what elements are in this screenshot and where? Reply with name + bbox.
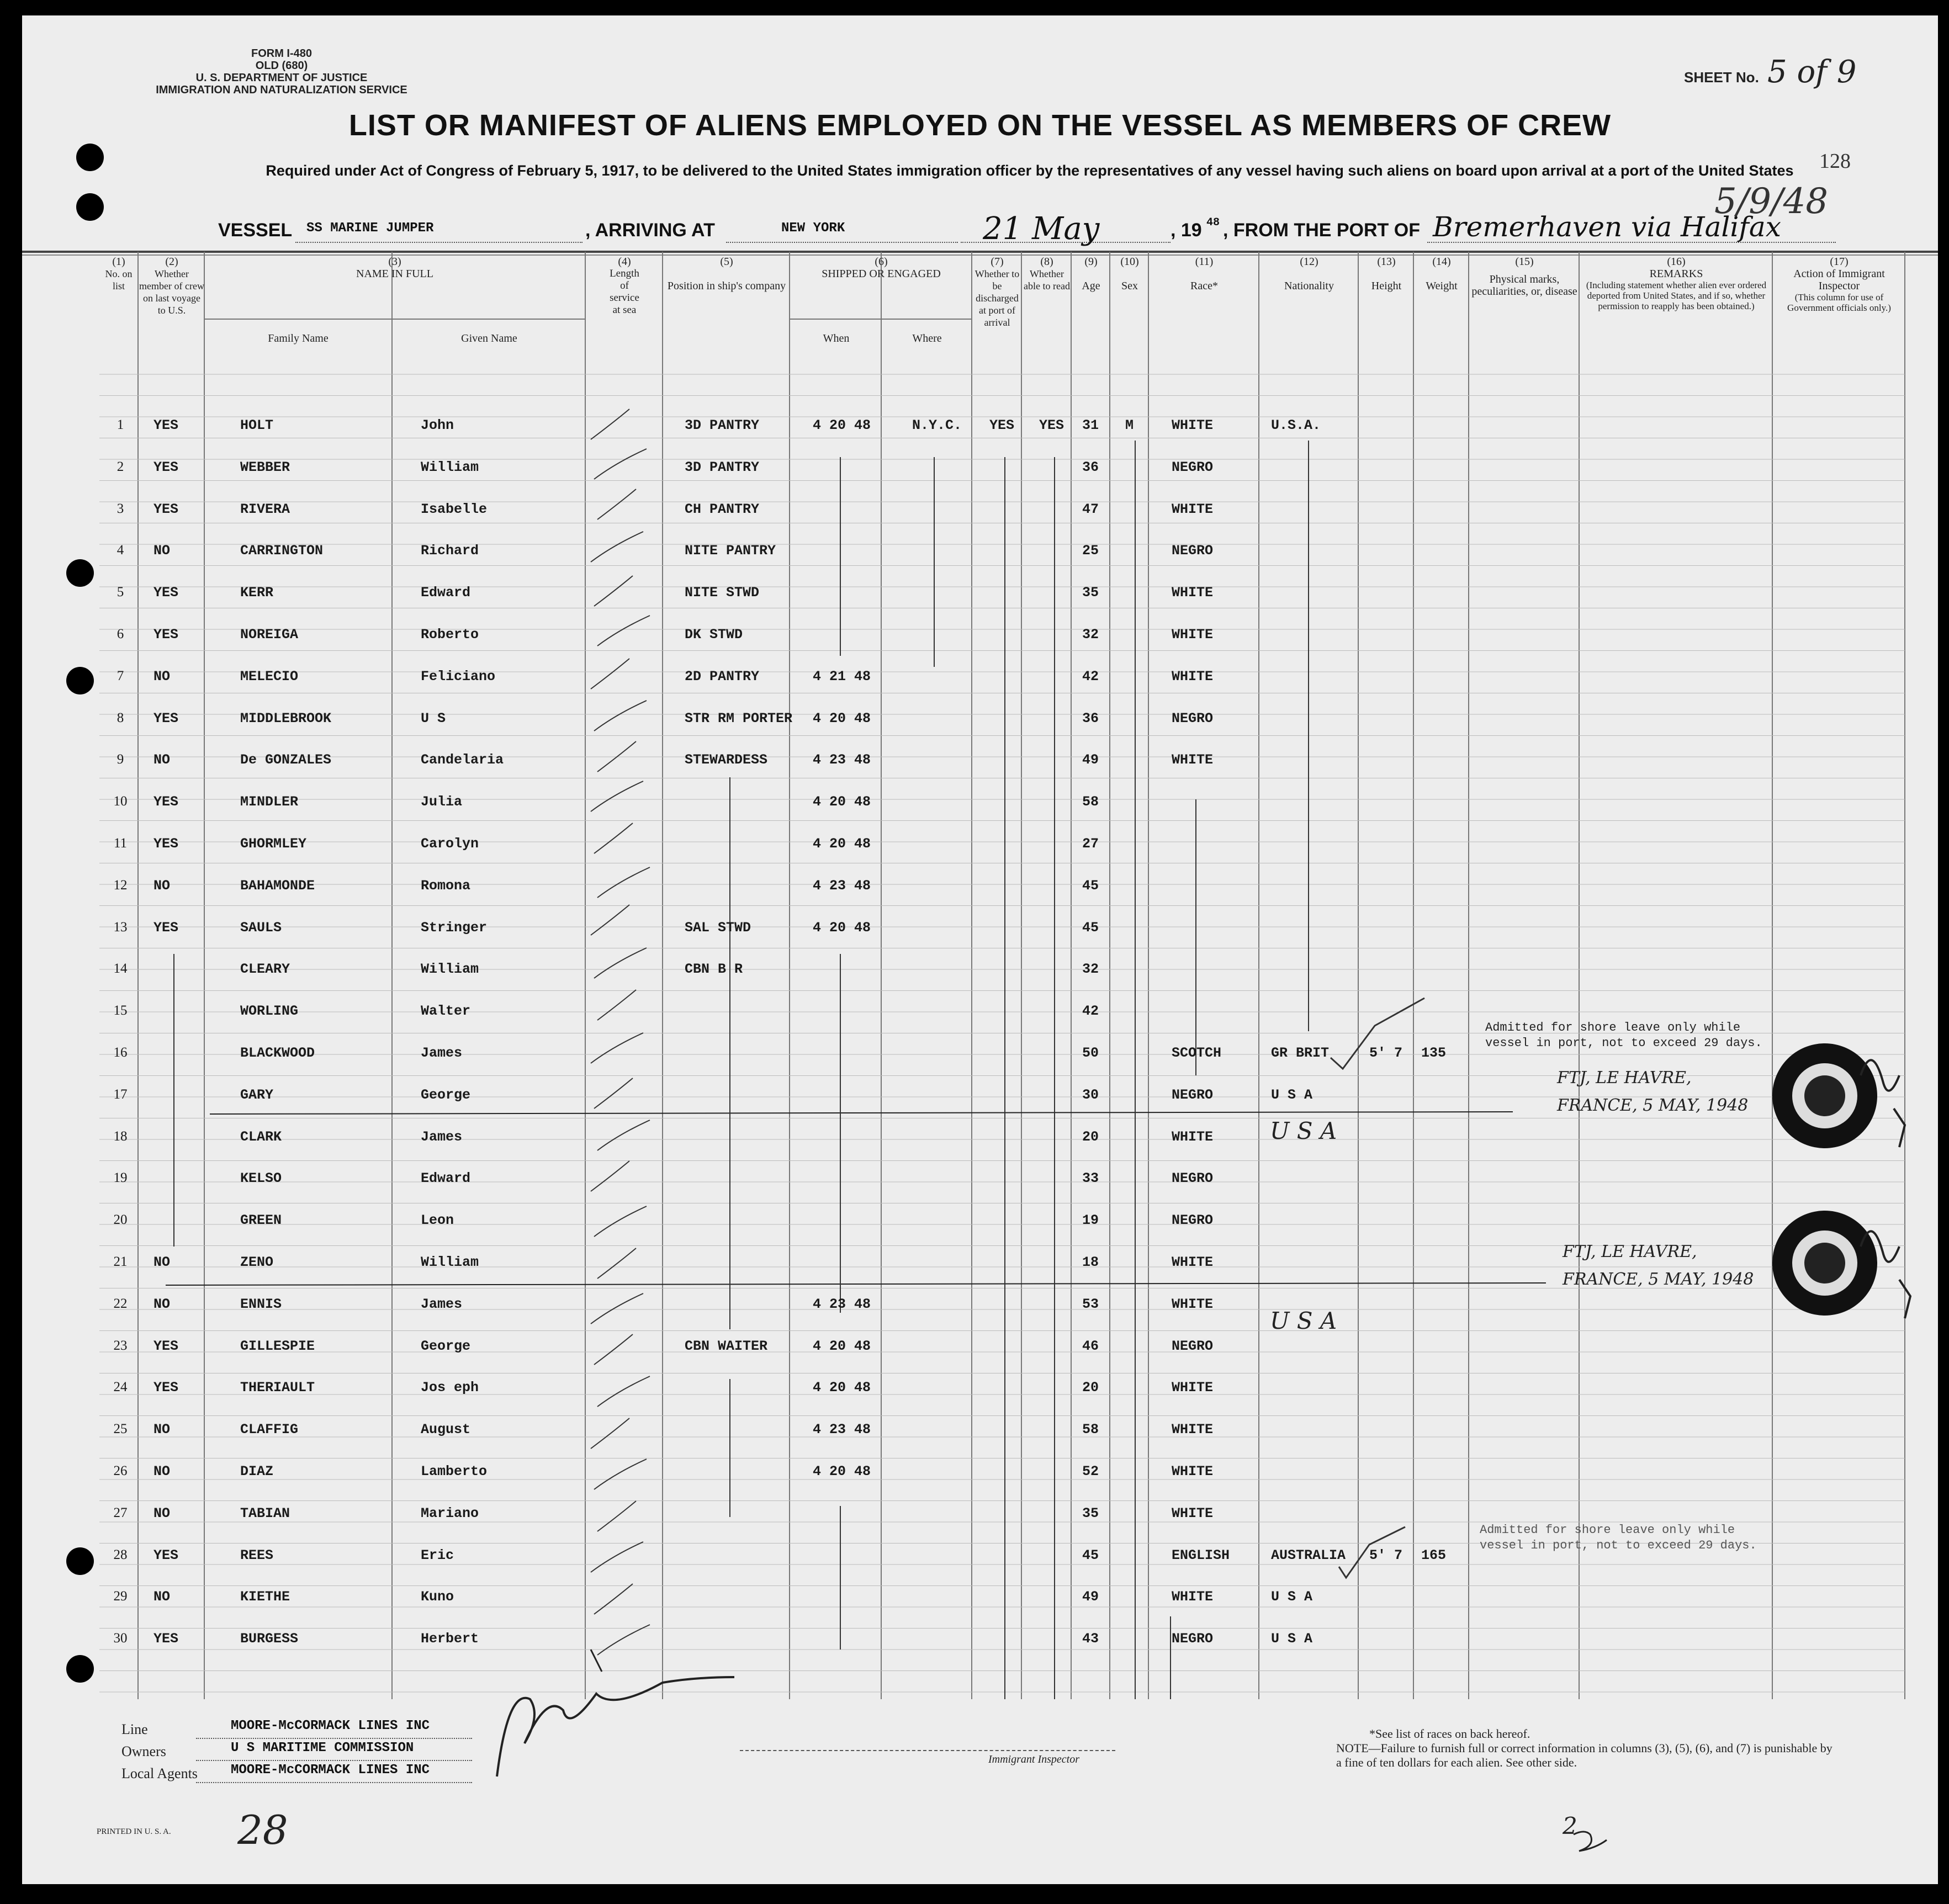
row-number: 13 <box>113 920 128 935</box>
cell-crew: NO <box>153 1422 171 1438</box>
row-number: 24 <box>113 1380 128 1394</box>
cell-where: N.Y.C. <box>912 417 962 433</box>
col16-header: (16) REMARKS (Including statement whether alien ever ordered deported from United States, and if so, whether permission to reapply has been obtained.) <box>1586 256 1767 311</box>
cell-given: John <box>421 417 454 433</box>
cell-age: 36 <box>1082 459 1099 475</box>
cell-family: CLEARY <box>240 961 290 977</box>
cell-nationality: U S A <box>1271 1589 1313 1605</box>
sheet-label: SHEET No. <box>1684 69 1759 86</box>
cell-position: STR RM PORTER <box>685 710 793 726</box>
cell-family: WEBBER <box>240 459 290 475</box>
row-number: 16 <box>113 1045 128 1060</box>
cell-age: 20 <box>1082 1129 1099 1145</box>
cell-race: WHITE <box>1172 501 1214 517</box>
row-number: 26 <box>113 1463 128 1478</box>
cell-age: 45 <box>1082 1547 1099 1563</box>
arrival-port: NEW YORK <box>781 221 845 236</box>
cell-given: William <box>421 961 479 977</box>
handwritten-nationality-22: U S A <box>1270 1307 1337 1334</box>
cell-crew: YES <box>153 501 179 517</box>
owners-underline <box>196 1760 472 1761</box>
cell-race: NEGRO <box>1172 1212 1214 1228</box>
vessel-label: VESSEL <box>218 220 293 241</box>
cell-given: Kuno <box>421 1589 454 1605</box>
row-number: 30 <box>113 1631 128 1646</box>
cell-age: 58 <box>1082 794 1099 810</box>
cell-race: WHITE <box>1172 1380 1214 1396</box>
cell-nationality: U.S.A. <box>1271 417 1321 433</box>
cell-given: Eric <box>421 1547 454 1563</box>
cell-when: 4 20 48 <box>813 794 871 810</box>
cell-family: ZENO <box>240 1254 274 1270</box>
cell-age: 50 <box>1082 1045 1099 1061</box>
col3-header: (3) NAME IN FULL <box>356 256 433 280</box>
cell-given: August <box>421 1422 471 1438</box>
cell-when: 4 23 48 <box>813 1422 871 1438</box>
cell-crew: YES <box>153 710 179 726</box>
cell-given: Stringer <box>421 920 488 936</box>
cell-age: 36 <box>1082 710 1099 726</box>
col13-header: (13) Height <box>1371 256 1402 292</box>
inspector-signature-line <box>740 1750 1115 1751</box>
cell-age: 33 <box>1082 1170 1099 1186</box>
cell-race: WHITE <box>1172 627 1214 643</box>
col7-header: (7) Whether to be discharged at port of arrival <box>975 256 1020 328</box>
row-number: 1 <box>116 417 124 432</box>
row-number: 8 <box>116 710 124 725</box>
owners-value: U S MARITIME COMMISSION <box>231 1741 414 1756</box>
col15-header: (15) Physical marks, peculiarities, or, disease <box>1471 256 1577 298</box>
cell-race: WHITE <box>1172 752 1214 768</box>
cell-age: 46 <box>1082 1338 1099 1354</box>
cell-given: Leon <box>421 1212 454 1228</box>
cell-family: De GONZALES <box>240 752 332 768</box>
cell-family: HOLT <box>240 417 274 433</box>
cell-race: WHITE <box>1172 1129 1214 1145</box>
cell-race: WHITE <box>1172 585 1214 601</box>
cell-crew: NO <box>153 1463 171 1479</box>
cell-given: Feliciano <box>421 669 496 685</box>
cell-family: SAULS <box>240 920 282 936</box>
cell-read: YES <box>1039 417 1064 433</box>
cell-given: James <box>421 1129 463 1145</box>
cell-crew: NO <box>153 878 171 894</box>
form-number: FORM I-480 <box>251 47 313 60</box>
cell-height: 5' 7 <box>1369 1547 1403 1563</box>
cell-age: 35 <box>1082 585 1099 601</box>
cell-family: CARRINGTON <box>240 543 324 559</box>
cell-family: GHORMLEY <box>240 836 307 852</box>
cell-race: WHITE <box>1172 1254 1214 1270</box>
col10-header: (10) Sex <box>1120 256 1139 292</box>
col6b-header: Where <box>912 332 942 344</box>
cell-when: 4 20 48 <box>813 1380 871 1396</box>
cell-family: MELECIO <box>240 669 299 685</box>
cell-position: CBN B R <box>685 961 743 977</box>
row-number: 3 <box>116 501 124 516</box>
cell-crew: NO <box>153 543 171 559</box>
cell-family: REES <box>240 1547 274 1563</box>
cell-family: KIETHE <box>240 1589 290 1605</box>
cell-age: 42 <box>1082 669 1099 685</box>
page-subtitle: Required under Act of Congress of February 5, 1917, to be delivered to the United States immigration officer by the representatives of any vessel having such aliens on board upon arrival at a port of the United States <box>266 162 1794 179</box>
cell-age: 49 <box>1082 752 1099 768</box>
inspector-label: Immigrant Inspector <box>988 1753 1079 1765</box>
cell-family: CLARK <box>240 1129 282 1145</box>
cell-crew: YES <box>153 1547 179 1563</box>
cell-when: 4 20 48 <box>813 1463 871 1479</box>
cell-nationality: GR BRIT <box>1271 1045 1330 1061</box>
cell-when: 4 20 48 <box>813 1338 871 1354</box>
cell-when: 4 20 48 <box>813 920 871 936</box>
cell-crew: YES <box>153 627 179 643</box>
cell-given: William <box>421 459 479 475</box>
remark-shore-leave-16: Admitted for shore leave only while vessel in port, not to exceed 29 days. <box>1485 1021 1762 1050</box>
year-prefix: , 19 <box>1171 220 1202 241</box>
col5-header: (5) Position in ship's company <box>667 256 786 292</box>
cell-when: 4 21 48 <box>813 669 871 685</box>
cell-age: 45 <box>1082 878 1099 894</box>
fine-note: NOTE—Failure to furnish full or correct information in columns (3), (5), (6), and (7) is punishable by a fine of ten dollars for each alien. See other side. <box>1336 1741 1833 1769</box>
row-number: 27 <box>113 1505 128 1520</box>
cell-when: 4 20 48 <box>813 836 871 852</box>
col1-header: (1) No. on list <box>105 256 133 291</box>
cell-nationality: AUSTRALIA <box>1271 1547 1346 1563</box>
cell-age: 47 <box>1082 501 1099 517</box>
cell-given: Isabelle <box>421 501 488 517</box>
cell-age: 31 <box>1082 417 1099 433</box>
form-service: IMMIGRATION AND NATURALIZATION SERVICE <box>156 84 407 96</box>
cell-age: 32 <box>1082 627 1099 643</box>
col3a-header: Family Name <box>268 332 329 344</box>
row-number: 17 <box>113 1087 128 1102</box>
cell-race: WHITE <box>1172 1589 1214 1605</box>
cell-family: THERIAULT <box>240 1380 315 1396</box>
cell-crew: YES <box>153 1338 179 1354</box>
cell-family: GILLESPIE <box>240 1338 315 1354</box>
cell-family: WORLING <box>240 1003 299 1019</box>
cell-given: Walter <box>421 1003 471 1019</box>
arriving-label: , ARRIVING AT <box>585 220 715 241</box>
col8-header: (8) Whether able to read <box>1024 256 1070 291</box>
cell-family: KELSO <box>240 1170 282 1186</box>
cell-position: CH PANTRY <box>685 501 760 517</box>
cell-when: 4 23 48 <box>813 752 871 768</box>
cell-family: NOREIGA <box>240 627 299 643</box>
cell-family: GARY <box>240 1087 274 1103</box>
cell-family: TABIAN <box>240 1505 290 1521</box>
remark-le-havre-17: FTJ, LE HAVRE, FRANCE, 5 MAY, 1948 <box>1557 1068 1749 1115</box>
cell-given: William <box>421 1254 479 1270</box>
row-number: 23 <box>113 1338 128 1353</box>
handwritten-date: 5/9/48 <box>1714 181 1828 222</box>
cell-family: MIDDLEBROOK <box>240 710 332 726</box>
cell-crew: YES <box>153 585 179 601</box>
cell-age: 52 <box>1082 1463 1099 1479</box>
cell-given: Lamberto <box>421 1463 488 1479</box>
row-number: 2 <box>116 459 124 474</box>
row-number: 12 <box>113 878 128 893</box>
handwritten-tally: 28 <box>237 1807 288 1853</box>
cell-when: 4 23 48 <box>813 1296 871 1312</box>
row-number: 14 <box>113 961 128 976</box>
col3b-header: Given Name <box>461 332 517 344</box>
cell-given: Mariano <box>421 1505 479 1521</box>
cell-age: 18 <box>1082 1254 1099 1270</box>
cell-race: WHITE <box>1172 1296 1214 1312</box>
cell-age: 53 <box>1082 1296 1099 1312</box>
sheet-value: 5 of 9 <box>1767 54 1857 90</box>
cell-age: 45 <box>1082 920 1099 936</box>
cell-crew: NO <box>153 1589 171 1605</box>
cell-position: 3D PANTRY <box>685 417 760 433</box>
cell-position: CBN WAITER <box>685 1338 768 1354</box>
cell-height: 5' 7 <box>1369 1045 1403 1061</box>
cell-crew: YES <box>153 1631 179 1647</box>
cell-family: KERR <box>240 585 274 601</box>
cell-position: STEWARDESS <box>685 752 768 768</box>
line-value: MOORE-McCORMACK LINES INC <box>231 1719 430 1733</box>
cell-given: Edward <box>421 585 471 601</box>
cell-race: NEGRO <box>1172 710 1214 726</box>
owners-label: Owners <box>121 1743 166 1759</box>
row-number: 18 <box>113 1129 128 1144</box>
handwritten-nationality-18: U S A <box>1270 1117 1337 1144</box>
cell-position: NITE STWD <box>685 585 760 601</box>
col2-header: (2) Whether member of crew on last voyage to U.S. <box>139 256 204 316</box>
cell-race: NEGRO <box>1172 1338 1214 1354</box>
cell-crew: YES <box>153 459 179 475</box>
col17-header: (17) Action of Immigrant Inspector (This column for use of Government officials only.) <box>1787 256 1891 313</box>
manifest-sheet <box>22 15 1938 1884</box>
cell-race: NEGRO <box>1172 1631 1214 1647</box>
row-number: 21 <box>113 1254 128 1269</box>
row-number: 4 <box>116 543 124 558</box>
col9-header: (9) Age <box>1082 256 1100 292</box>
cell-race: WHITE <box>1172 1505 1214 1521</box>
cell-discharged: YES <box>989 417 1015 433</box>
handwritten-mark: 2 <box>1563 1812 1577 1839</box>
cell-family: ENNIS <box>240 1296 282 1312</box>
cell-age: 43 <box>1082 1631 1099 1647</box>
cell-age: 35 <box>1082 1505 1099 1521</box>
row-number: 6 <box>116 627 124 641</box>
cell-given: Julia <box>421 794 463 810</box>
cell-age: 58 <box>1082 1422 1099 1438</box>
cell-age: 20 <box>1082 1380 1099 1396</box>
row-number: 22 <box>113 1296 128 1311</box>
cell-crew: YES <box>153 836 179 852</box>
cell-race: WHITE <box>1172 417 1214 433</box>
cell-given: Herbert <box>421 1631 479 1647</box>
page-number: 128 <box>1819 150 1851 173</box>
arrival-year: 48 <box>1206 216 1220 229</box>
cell-given: Candelaria <box>421 752 504 768</box>
agents-underline <box>196 1782 472 1783</box>
col4-header: (4) Length of service at sea <box>610 256 639 316</box>
cell-given: Roberto <box>421 627 479 643</box>
cell-given: U S <box>421 710 446 726</box>
page-title: LIST OR MANIFEST OF ALIENS EMPLOYED ON THE VESSEL AS MEMBERS OF CREW <box>348 109 1612 142</box>
col6-header: (6) SHIPPED OR ENGAGED <box>822 256 941 280</box>
races-note: *See list of races on back hereof. <box>1369 1727 1530 1741</box>
col12-header: (12) Nationality <box>1284 256 1334 292</box>
cell-weight: 135 <box>1421 1045 1447 1061</box>
cell-crew: YES <box>153 417 179 433</box>
line-underline <box>196 1738 472 1739</box>
row-number: 9 <box>116 752 124 767</box>
cell-crew: YES <box>153 794 179 810</box>
cell-given: Carolyn <box>421 836 479 852</box>
cell-race: NEGRO <box>1172 1170 1214 1186</box>
cell-family: MINDLER <box>240 794 299 810</box>
row-number: 5 <box>116 585 124 600</box>
cell-when: 4 20 48 <box>813 417 871 433</box>
cell-given: Edward <box>421 1170 471 1186</box>
cell-age: 25 <box>1082 543 1099 559</box>
form-old: OLD (680) <box>255 60 308 72</box>
remark-shore-leave-28: Admitted for shore leave only while vessel in port, not to exceed 29 days. <box>1480 1523 1757 1552</box>
cell-family: BAHAMONDE <box>240 878 315 894</box>
seal-stamp <box>1772 1043 1877 1148</box>
cell-when: 4 20 48 <box>813 710 871 726</box>
row-number: 15 <box>113 1003 128 1018</box>
cell-family: CLAFFIG <box>240 1422 299 1438</box>
row-number: 20 <box>113 1212 128 1227</box>
agents-value: MOORE-McCORMACK LINES INC <box>231 1763 430 1778</box>
col11-header: (11) Race* <box>1190 256 1218 292</box>
cell-age: 42 <box>1082 1003 1099 1019</box>
col14-header: (14) Weight <box>1426 256 1458 292</box>
form-department: U. S. DEPARTMENT OF JUSTICE <box>195 72 368 84</box>
row-number: 28 <box>113 1547 128 1562</box>
cell-given: George <box>421 1338 471 1354</box>
cell-family: RIVERA <box>240 501 290 517</box>
cell-race: NEGRO <box>1172 459 1214 475</box>
cell-age: 27 <box>1082 836 1099 852</box>
cell-sex: M <box>1125 417 1134 433</box>
row-number: 10 <box>113 794 128 809</box>
cell-race: NEGRO <box>1172 1087 1214 1103</box>
cell-race: SCOTCH <box>1172 1045 1222 1061</box>
cell-family: DIAZ <box>240 1463 274 1479</box>
cell-crew: NO <box>153 1296 171 1312</box>
cell-family: GREEN <box>240 1212 282 1228</box>
cell-given: Jos eph <box>421 1380 479 1396</box>
cell-position: SAL STWD <box>685 920 751 936</box>
cell-race: ENGLISH <box>1172 1547 1230 1563</box>
arrival-date: 21 May <box>983 211 1100 247</box>
cell-crew: YES <box>153 1380 179 1396</box>
cell-given: Richard <box>421 543 479 559</box>
cell-race: WHITE <box>1172 1463 1214 1479</box>
cell-position: 2D PANTRY <box>685 669 760 685</box>
agents-label: Local Agents <box>121 1765 198 1781</box>
cell-when: 4 23 48 <box>813 878 871 894</box>
cell-position: DK STWD <box>685 627 743 643</box>
cell-crew: NO <box>153 1254 171 1270</box>
cell-crew: YES <box>153 920 179 936</box>
cell-race: WHITE <box>1172 1422 1214 1438</box>
cell-age: 30 <box>1082 1087 1099 1103</box>
row-number: 25 <box>113 1422 128 1436</box>
vessel-name: SS MARINE JUMPER <box>306 221 434 236</box>
cell-race: NEGRO <box>1172 543 1214 559</box>
cell-weight: 165 <box>1421 1547 1447 1563</box>
printed-in: PRINTED IN U. S. A. <box>97 1827 171 1836</box>
row-number: 29 <box>113 1589 128 1604</box>
cell-race: WHITE <box>1172 669 1214 685</box>
cell-crew: NO <box>153 752 171 768</box>
cell-given: James <box>421 1045 463 1061</box>
cell-nationality: U S A <box>1271 1087 1313 1103</box>
row-number: 7 <box>116 669 124 683</box>
col6a-header: When <box>823 332 850 344</box>
row-number: 11 <box>113 836 128 851</box>
row-number: 19 <box>113 1170 128 1185</box>
cell-age: 49 <box>1082 1589 1099 1605</box>
cell-family: BLACKWOOD <box>240 1045 315 1061</box>
cell-age: 32 <box>1082 961 1099 977</box>
cell-position: NITE PANTRY <box>685 543 776 559</box>
remark-le-havre-21: FTJ, LE HAVRE, FRANCE, 5 MAY, 1948 <box>1563 1242 1754 1289</box>
departure-port: Bremerhaven via Halifax <box>1433 211 1781 243</box>
from-label: , FROM THE PORT OF <box>1223 220 1420 241</box>
cell-family: BURGESS <box>240 1631 299 1647</box>
cell-position: 3D PANTRY <box>685 459 760 475</box>
cell-given: Romona <box>421 878 471 894</box>
cell-given: George <box>421 1087 471 1103</box>
cell-given: James <box>421 1296 463 1312</box>
cell-age: 19 <box>1082 1212 1099 1228</box>
seal-stamp <box>1772 1211 1877 1316</box>
cell-crew: NO <box>153 669 171 685</box>
line-label: Line <box>121 1721 148 1737</box>
cell-crew: NO <box>153 1505 171 1521</box>
cell-nationality: U S A <box>1271 1631 1313 1647</box>
